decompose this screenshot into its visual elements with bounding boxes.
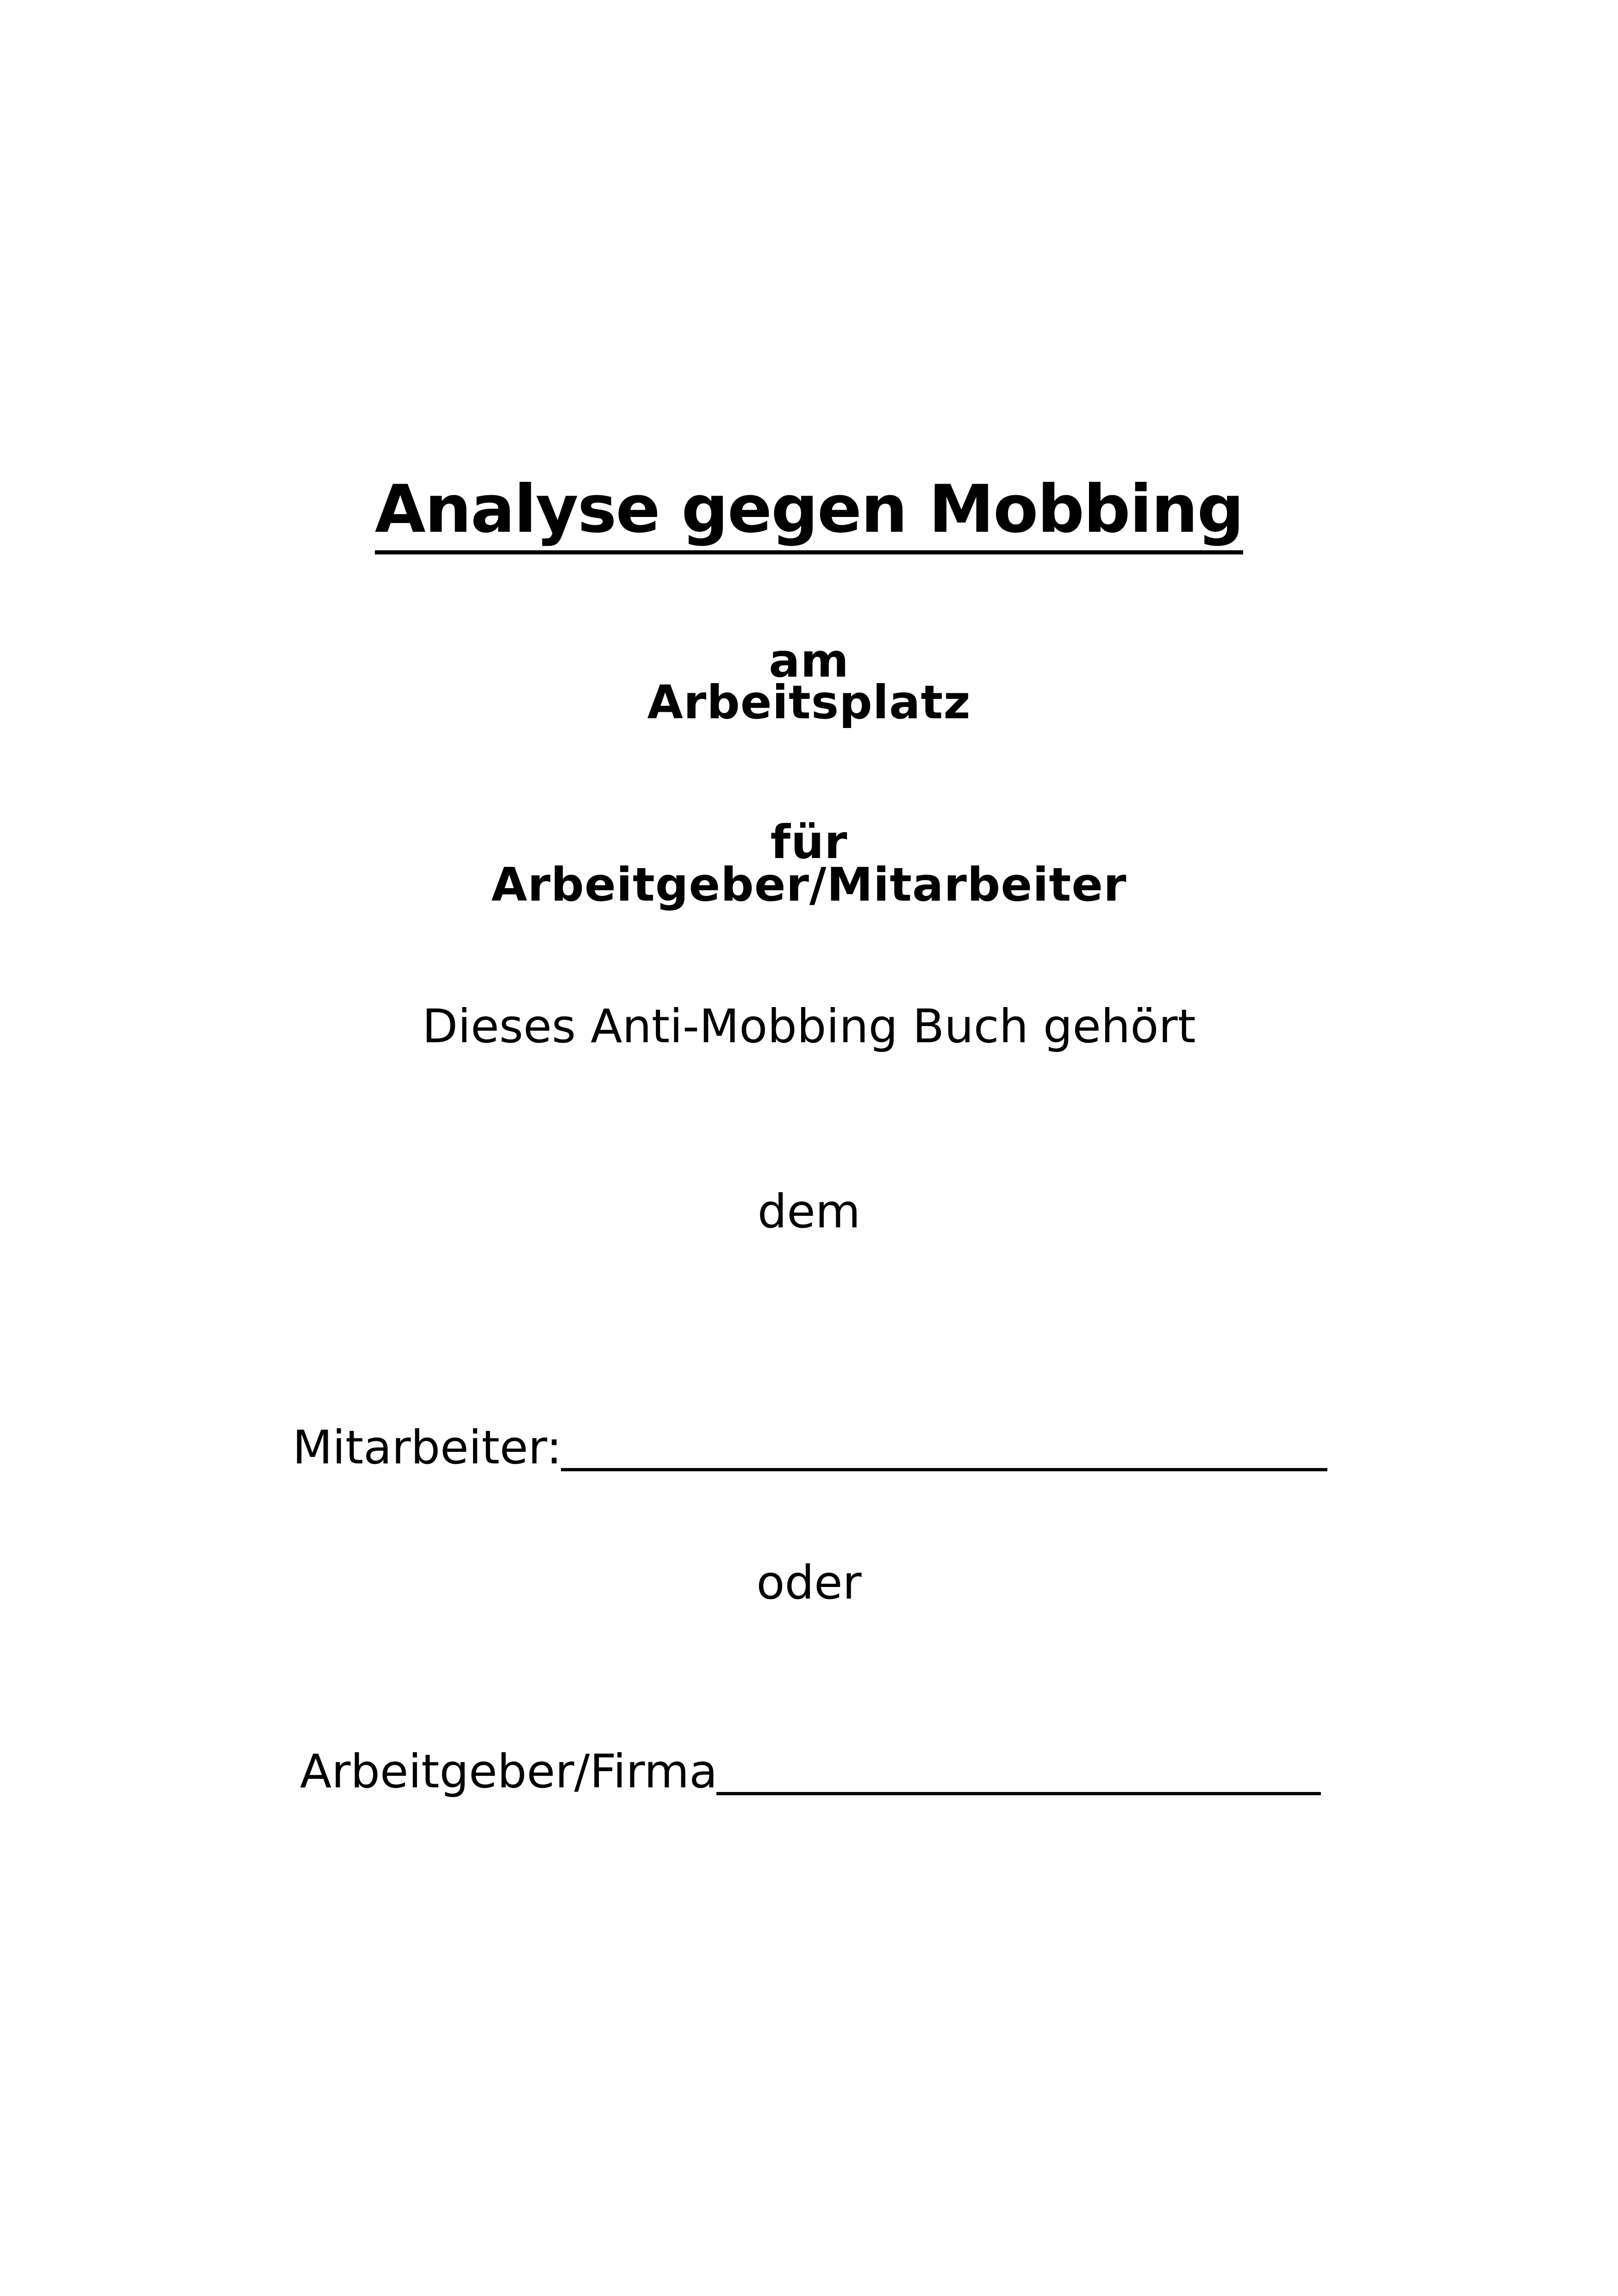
mitarbeiter-label: Mitarbeiter: [292, 1420, 562, 1475]
document-title [0, 471, 1618, 548]
firma-label: Arbeitgeber/Firma [300, 1744, 718, 1798]
dem-text: dem [757, 1184, 861, 1238]
subtitle-am: am [769, 634, 849, 688]
subtitle-rolle: Arbeitgeber/Mitarbeiter [491, 858, 1127, 912]
document-title-text: Analyse gegen Mobbing [375, 471, 1243, 554]
mitarbeiter-fill-line[interactable] [561, 1468, 1327, 1471]
subtitle-arbeitsplatz: Arbeitsplatz [647, 675, 971, 729]
oder-text: oder [756, 1556, 862, 1610]
subtitle-fuer: für [770, 815, 848, 869]
ownership-line: Dieses Anti-Mobbing Buch gehört [422, 999, 1196, 1053]
firma-fill-line[interactable] [716, 1792, 1321, 1795]
